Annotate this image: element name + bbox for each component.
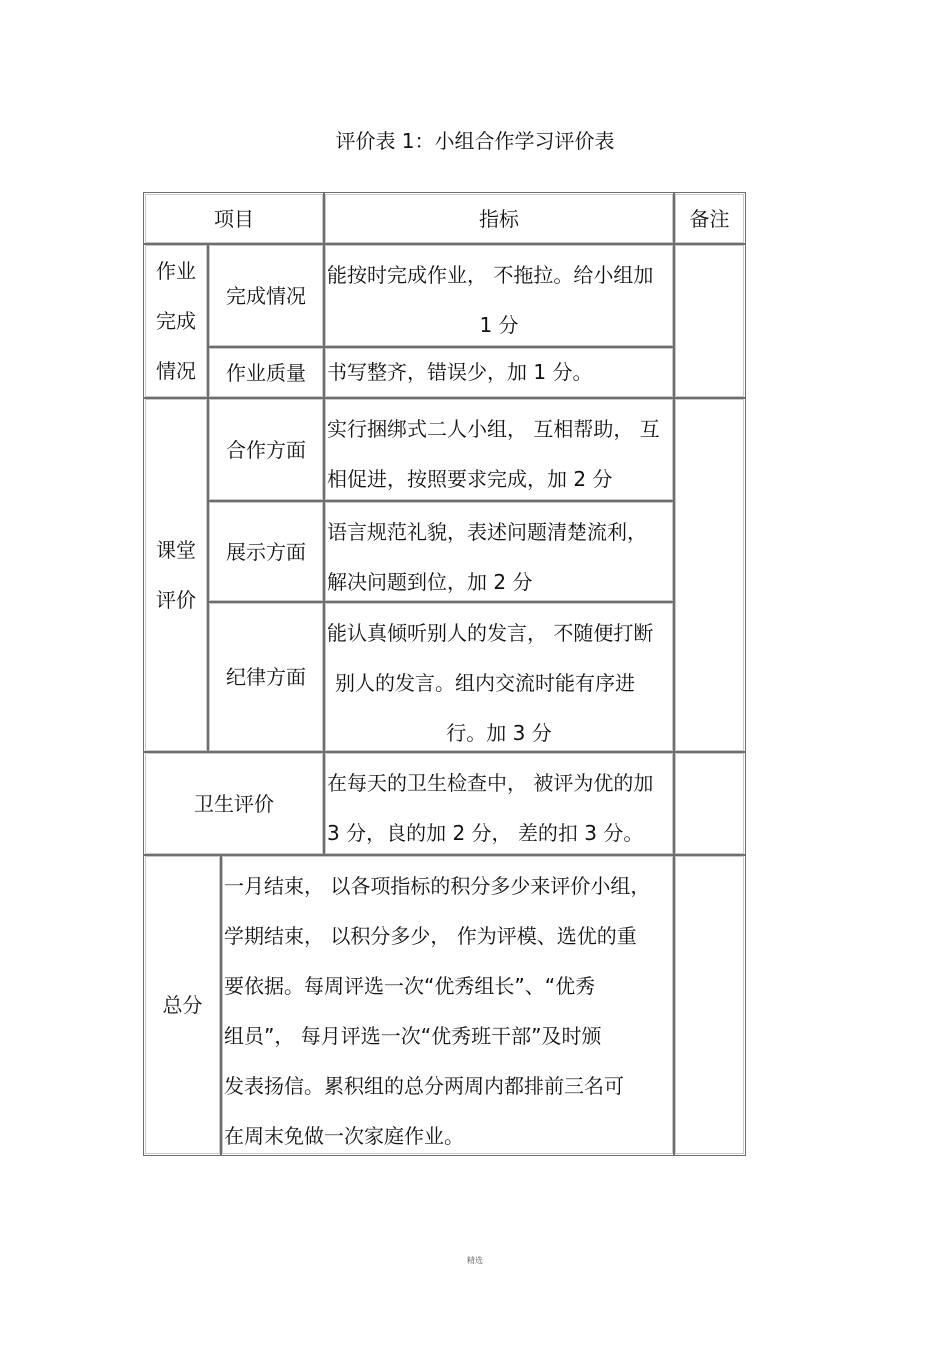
header-indicator xyxy=(323,192,675,245)
indicator-line: 发表扬信。累积组的总分两周内都排前三名可 xyxy=(224,1074,624,1098)
header-indicator-label: 指标 xyxy=(479,206,519,231)
classroom-cooperation-label xyxy=(207,397,325,502)
indicator-line: 一月结束， 以各项指标的积分多少来评价小组， xyxy=(224,874,651,898)
row-label: 完成情况 xyxy=(226,283,306,308)
row-label: 作业质量 xyxy=(226,360,306,385)
total-label xyxy=(143,854,222,1156)
header-item-label: 项目 xyxy=(214,206,254,231)
header-note-label: 备注 xyxy=(689,206,730,231)
total-indicator xyxy=(220,854,675,1156)
indicator-line: 学期结束， 以积分多少， 作为评模、选优的重 xyxy=(224,924,637,948)
indicator-line: 1 分 xyxy=(479,313,519,337)
classroom-presentation-indicator xyxy=(323,500,675,603)
row-label: 卫生评价 xyxy=(194,791,274,816)
hygiene-indicator xyxy=(323,751,675,856)
indicator-line: 语言规范礼貌，表述问题清楚流利， xyxy=(327,520,647,544)
indicator-line: 在周末免做一次家庭作业。 xyxy=(224,1124,464,1148)
indicator-line: 组员”， 每月评选一次“优秀班干部”及时颁 xyxy=(224,1024,602,1048)
header-note xyxy=(673,192,746,245)
indicator-line: 行。加 3 分 xyxy=(446,721,552,745)
indicator-line: 能按时完成作业， 不拖拉。给小组加 xyxy=(327,263,654,287)
page-title: 评价表 1：小组合作学习评价表 xyxy=(335,129,615,153)
homework-quality-indicator xyxy=(323,346,675,399)
row-label: 展示方面 xyxy=(226,539,306,564)
homework-note xyxy=(673,243,746,399)
indicator-line: 3 分，良的加 2 分， 差的扣 3 分。 xyxy=(327,821,644,845)
homework-quality-label xyxy=(207,346,325,399)
total-note xyxy=(673,854,746,1156)
header-item xyxy=(143,192,325,245)
row-label: 合作方面 xyxy=(226,437,306,462)
indicator-line: 别人的发言。组内交流时能有序进 xyxy=(335,671,635,695)
row-label: 纪律方面 xyxy=(226,665,306,689)
indicator-line: 要依据。每周评选一次“优秀组长”、“优秀 xyxy=(224,974,596,998)
classroom-category-line: 课堂 xyxy=(156,538,196,562)
classroom-presentation-label xyxy=(207,500,325,603)
indicator-line: 实行捆绑式二人小组， 互相帮助， 互 xyxy=(327,417,660,441)
homework-completion-indicator xyxy=(323,243,675,348)
homework-category-line: 作业 xyxy=(156,259,196,283)
hygiene-label xyxy=(143,751,325,856)
indicator-line: 能认真倾听别人的发言， 不随便打断 xyxy=(327,621,654,645)
indicator-line: 相促进，按照要求完成，加 2 分 xyxy=(327,467,613,491)
homework-category-line: 完成 xyxy=(156,309,196,333)
row-label: 总分 xyxy=(162,993,203,1017)
classroom-cooperation-indicator xyxy=(323,397,675,502)
homework-category xyxy=(143,243,209,399)
classroom-discipline-indicator xyxy=(323,601,675,753)
indicator-line: 在每天的卫生检查中， 被评为优的加 xyxy=(327,771,654,795)
homework-completion-label xyxy=(207,243,325,348)
hygiene-note xyxy=(673,751,746,856)
classroom-note xyxy=(673,397,746,753)
homework-category-line: 情况 xyxy=(156,359,196,383)
indicator-line: 解决问题到位，加 2 分 xyxy=(327,570,533,594)
classroom-category xyxy=(143,397,209,753)
classroom-discipline-label xyxy=(207,601,325,753)
classroom-category-line: 评价 xyxy=(156,588,196,612)
footer-text: 精选 xyxy=(467,1256,483,1265)
indicator-line: 书写整齐，错误少，加 1 分。 xyxy=(327,360,593,384)
